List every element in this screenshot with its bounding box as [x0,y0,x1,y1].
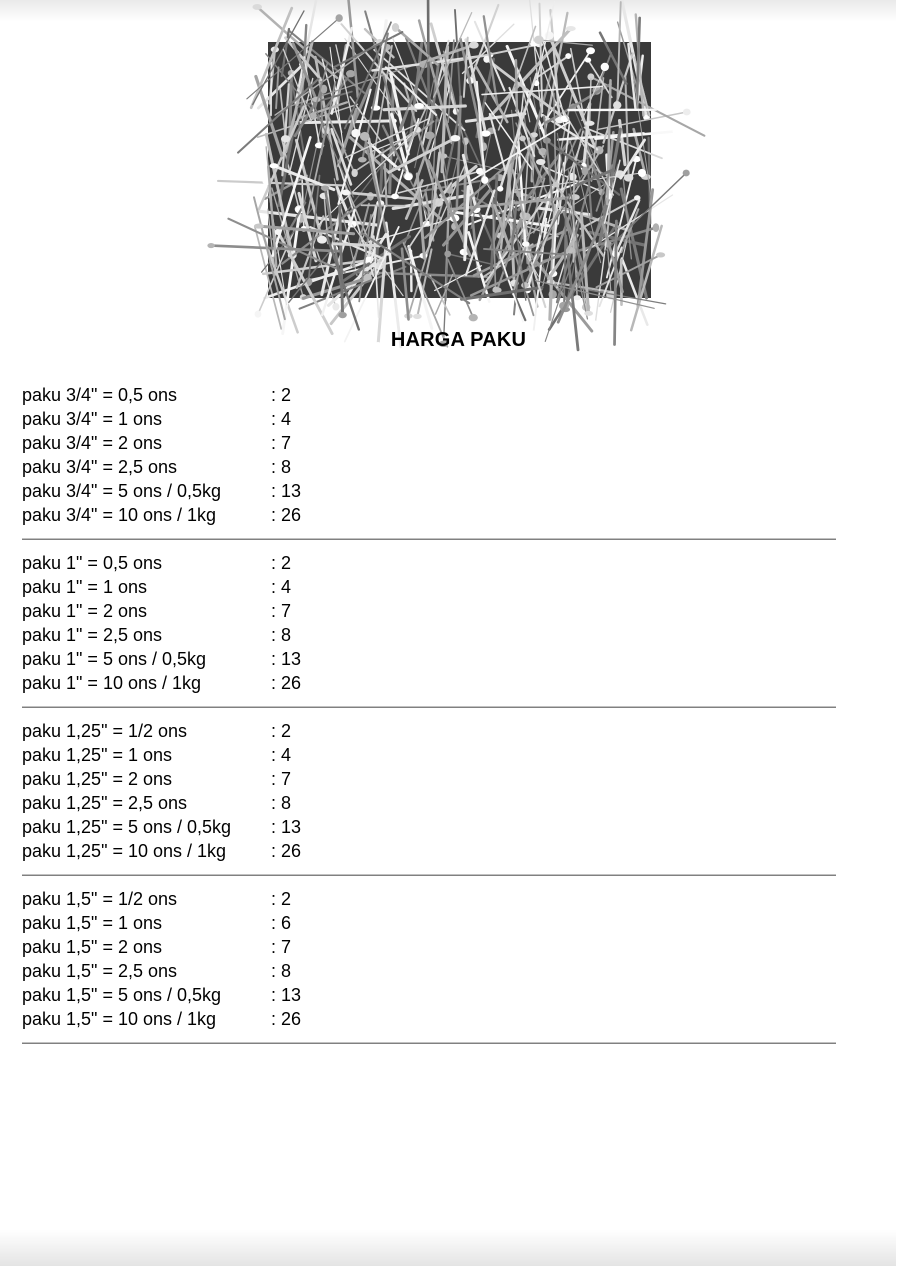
page-title: HARGA PAKU [390,329,527,351]
item-price: : 2 [271,385,292,405]
nail-head [351,169,357,177]
nail-head [252,4,262,10]
nail-shaft [346,119,429,158]
item-price: : 6 [271,913,292,933]
nail-shaft [436,275,453,315]
price-row [22,647,442,671]
nail-head [414,103,424,109]
nail-head [673,127,682,136]
nail-head [683,170,690,177]
item-label: paku 1" = 1 ons [22,577,147,597]
nail-head [332,303,339,311]
nail-head [497,186,503,192]
nail-head [586,47,595,54]
item-label: paku 1" = 10 ons / 1kg [22,673,202,693]
nail-head [255,310,262,317]
item-price: : 8 [271,793,292,813]
nail-shaft [516,60,517,111]
nail-head [346,70,355,77]
section-separator: —————————————————————————————————————————————————————————————————————————— [22,1037,836,1049]
nail-shaft [361,205,404,206]
price-list [22,383,836,1055]
item-price: : 4 [271,577,292,597]
nail-head [601,63,609,71]
item-label: paku 1" = 2,5 ons [22,625,162,645]
section-separator: —————————————————————————————————————————————————————————————————————————— [22,869,836,881]
nail-shaft [282,29,289,76]
nail-shaft [428,0,429,107]
nail-head [310,112,316,119]
item-label: paku 3/4" = 1 ons [22,409,162,429]
item-label: paku 3/4" = 5 ons / 0,5kg [22,481,222,501]
nail-head [317,236,327,244]
price-row [22,935,442,959]
item-price: : 2 [271,553,292,573]
price-row [22,383,442,407]
nail-head [638,169,646,177]
nail-head [522,241,530,246]
nail-head [624,174,634,182]
nail-head [553,182,559,187]
nail-head [521,282,529,288]
item-label: paku 1,5" = 2,5 ons [22,961,178,981]
nail-head [469,314,478,321]
price-row [22,743,442,767]
nail-head [312,97,321,102]
item-price: : 4 [271,745,292,765]
price-row [22,959,442,983]
price-row [22,767,442,791]
item-label: paku 1" = 5 ons / 0,5kg [22,649,207,669]
item-price: : 26 [271,1009,302,1029]
price-row [22,815,442,839]
nail-head [270,163,279,168]
nail-head [391,194,399,200]
nail-shaft [296,121,393,123]
nail-shaft [334,244,380,246]
nail-head [254,224,264,229]
nail-head [584,311,593,316]
nail-head [321,185,329,191]
nail-head [444,251,451,258]
nail-head [656,252,665,257]
item-label: paku 3/4" = 10 ons / 1kg [22,505,217,525]
nail-head [392,23,399,32]
price-row [22,407,442,431]
nail-head [582,167,589,176]
section-separator: —————————————————————————————————————————————————————————————————————————— [22,701,836,713]
item-price: : 13 [271,481,302,501]
item-label: paku 1,25" = 2 ons [22,769,173,789]
price-row [22,1007,442,1031]
nail-head [653,223,660,232]
nail-head [413,314,422,319]
item-price: : 7 [271,937,292,957]
item-label: paku 1,25" = 10 ons / 1kg [22,841,227,861]
nail-head [520,136,526,142]
item-price: : 7 [271,769,292,789]
item-label: paku 3/4" = 0,5 ons [22,385,178,405]
item-label: paku 1,5" = 1/2 ons [22,889,178,909]
item-price: : 26 [271,673,302,693]
item-price: : 13 [271,817,302,837]
price-row [22,599,442,623]
item-price: : 13 [271,649,302,669]
nail-head [481,176,488,184]
item-label: paku 1" = 0,5 ons [22,553,162,573]
price-row [22,575,442,599]
nail-head [450,135,460,141]
item-label: paku 1,5" = 5 ons / 0,5kg [22,985,222,1005]
item-price: : 2 [271,721,292,741]
nail-head [404,173,412,180]
price-row [22,623,442,647]
item-price: : 8 [271,625,292,645]
nail-head [281,135,290,142]
nails-photo [268,42,651,298]
item-label: paku 3/4" = 2 ons [22,433,162,453]
price-row [22,671,442,695]
price-row [22,455,442,479]
section-separator: —————————————————————————————————————————————————————————————————————————— [22,533,836,545]
nail-head [683,109,691,116]
viewer-bottom-shadow [0,1230,896,1266]
item-label: paku 1,5" = 2 ons [22,937,162,957]
price-row [22,887,442,911]
nail-head [521,322,527,328]
nail-head [585,58,591,63]
nail-head [613,101,621,109]
nail-head [585,121,595,126]
item-price: : 13 [271,985,302,1005]
item-price: : 26 [271,841,302,861]
price-row [22,431,442,455]
item-label: paku 1,5" = 1 ons [22,913,162,933]
item-label: paku 1,25" = 2,5 ons [22,793,188,813]
item-price: : 4 [271,409,292,429]
price-row [22,479,442,503]
nail-shaft [590,79,591,124]
nail-head [493,287,499,293]
nail-head [360,132,370,141]
item-label: paku 1,25" = 5 ons / 0,5kg [22,817,232,837]
nail-head [565,53,571,59]
nail-head [566,26,576,31]
nail-shaft [435,266,482,291]
nail-head [338,312,346,318]
item-price: : 2 [271,889,292,909]
price-row [22,719,442,743]
price-row [22,839,442,863]
item-label: paku 3/4" = 2,5 ons [22,457,178,477]
item-price: : 8 [271,457,292,477]
nail-head [481,130,491,136]
nails-image-graphic [268,42,651,298]
price-row [22,983,442,1007]
item-price: : 8 [271,961,292,981]
nail-shaft [615,221,617,344]
price-row [22,911,442,935]
item-label: paku 1,5" = 10 ons / 1kg [22,1009,217,1029]
item-price: : 26 [271,505,302,525]
nail-head [536,159,546,165]
nail-shaft [455,10,461,103]
viewer-top-shadow [0,0,896,22]
nail-head [469,41,479,48]
price-row [22,503,442,527]
item-label: paku 1,25" = 1/2 ons [22,721,188,741]
nail-shaft [597,255,661,287]
nail-head [335,14,342,22]
nail-head [358,157,367,163]
item-price: : 7 [271,601,292,621]
item-label: paku 1" = 2 ons [22,601,147,621]
nail-head [207,243,215,248]
price-row [22,791,442,815]
item-label: paku 1,25" = 1 ons [22,745,173,765]
nail-head [534,36,544,45]
nail-shaft [539,40,592,45]
nail-head [573,295,581,300]
price-row [22,551,442,575]
item-price: : 7 [271,433,292,453]
